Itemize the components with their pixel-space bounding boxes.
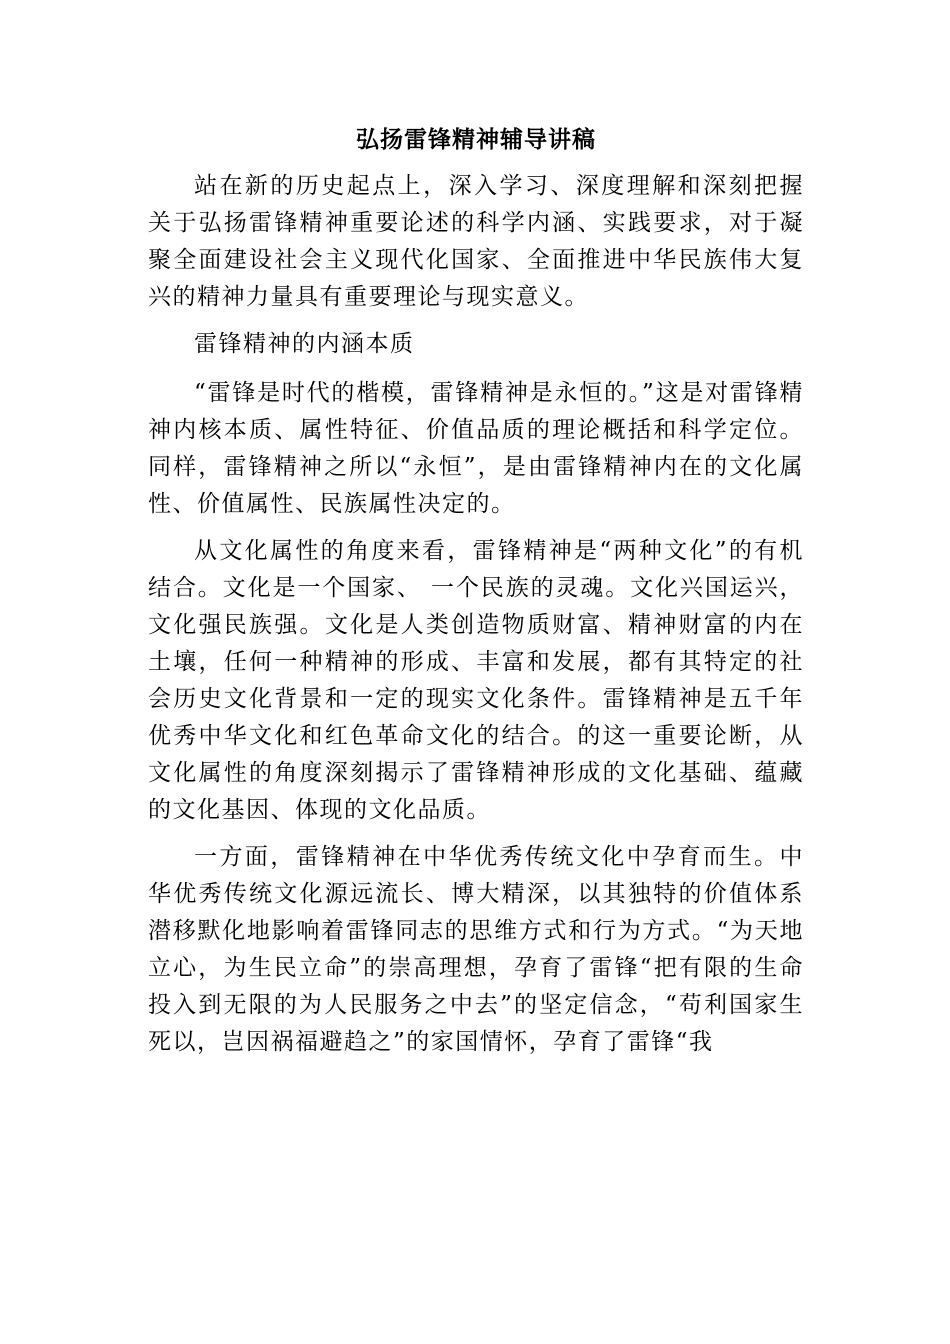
document-title: 弘扬雷锋精神辅导讲稿 [356,127,596,153]
paragraph-essence: “雷锋是时代的楷模，雷锋精神是永恒的。”这是对雷锋精神内核本质、属性特征、价值品质的理论概括和科学定位。同样，雷锋精神之所以“永恒”，是由雷锋精神内在的文化属性、价值属性、民族属性决定的。 [148,380,804,517]
paragraph-intro: 站在新的历史起点上，深入学习、深度理解和深刻把握关于弘扬雷锋精神重要论述的科学内涵、实践要求，对于凝聚全面建设社会主义现代化国家、全面推进中华民族伟大复兴的精神力量具有重要理论与现实意义。 [148,173,804,310]
paragraph-traditional-culture: 一方面，雷锋精神在中华优秀传统文化中孕育而生。中华优秀传统文化源远流长、博大精深，以其独特的价值体系潜移默化地影响着雷锋同志的思维方式和行为方式。“为天地立心，为生民立命”的崇高理想，孕育了雷锋“把有限的生命投入到无限的为人民服务之中去”的坚定信念，“苟利国家生死以，岂因祸福避趋之”的家国情怀，孕育了雷锋“我 [148,844,804,1055]
document-body [148,118,804,1071]
section-heading: 雷锋精神的内涵本质 [194,331,415,357]
paragraph-cultural-attribute: 从文化属性的角度来看，雷锋精神是“两种文化”的有机结合。文化是一个国家、 一个民族的灵魂。文化兴国运兴，文化强民族强。文化是人类创造物质财富、精神财富的内在土壤，任何一种精神的形成、丰富和发展，都有其特定的社会历史文化背景和一定的现实文化条件。雷锋精神是五千年优秀中华文化和红色革命文化的结合。的这一重要论断，从文化属性的角度深刻揭示了雷锋精神形成的文化基础、蕴藏的文化基因、体现的文化品质。 [148,538,804,823]
